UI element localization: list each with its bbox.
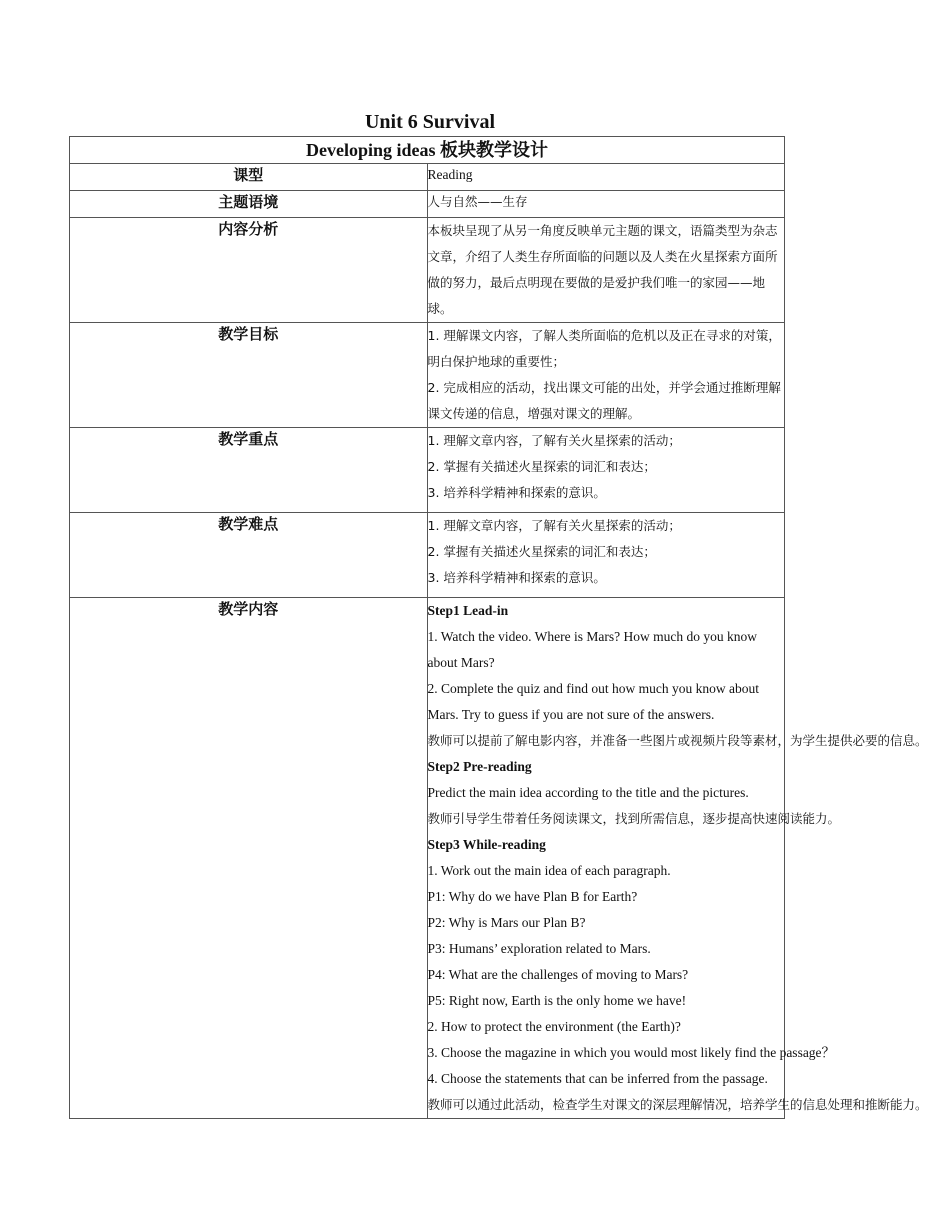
step3-line: P5: Right now, Earth is the only home we have! (427, 993, 687, 1008)
row-label-analysis: 内容分析 (70, 218, 428, 323)
step1-line: 1. Watch the video. Where is Mars? How much do you know about Mars? (427, 629, 757, 670)
step3-line: 2. How to protect the environment (the Earth)? (427, 1019, 681, 1034)
difficulty-item: 1. 理解文章内容，了解有关火星探索的活动； (427, 518, 681, 533)
step2-line: Predict the main idea according to the title and the pictures. (427, 785, 749, 800)
key-point-item: 3. 培养科学精神和探索的意识。 (427, 485, 606, 500)
theme-value: 人与自然——生存 (427, 194, 528, 209)
objective-item: 1. 理解课文内容，了解人类所面临的危机以及正在寻求的对策，明白保护地球的重要性； (427, 328, 781, 369)
step1-note: 教师可以提前了解电影内容，并准备一些图片或视频片段等素材，为学生提供必要的信息。 (427, 733, 928, 748)
difficulty-item: 2. 掌握有关描述火星探索的词汇和表达； (427, 544, 656, 559)
step3-line: 3. Choose the magazine in which you would most likely find the passage？ (427, 1045, 836, 1060)
difficulty-item: 3. 培养科学精神和探索的意识。 (427, 570, 606, 585)
table-row (70, 218, 785, 323)
step3-line: P2: Why is Mars our Plan B? (427, 915, 586, 930)
step3-heading: Step3 While-reading (427, 837, 546, 852)
step3-note: 教师可以通过此活动，检查学生对课文的深层理解情况，培养学生的信息处理和推断能力。 (427, 1097, 928, 1112)
lesson-plan-table (69, 136, 928, 1119)
table-row (70, 513, 785, 598)
key-point-item: 1. 理解文章内容，了解有关火星探索的活动； (427, 433, 681, 448)
row-label-objectives: 教学目标 (70, 323, 428, 428)
step3-line: 1. Work out the main idea of each paragraph. (427, 863, 671, 878)
row-label-difficulties: 教学难点 (70, 513, 428, 598)
type-value: Reading (427, 167, 473, 182)
table-row (70, 191, 785, 218)
step2-note: 教师引导学生带着任务阅读课文，找到所需信息，逐步提高快速阅读能力。 (427, 811, 841, 826)
step1-heading: Step1 Lead-in (427, 603, 509, 618)
step3-line: P1: Why do we have Plan B for Earth? (427, 889, 638, 904)
table-row (70, 598, 785, 1119)
row-label-type: 课型 (70, 164, 428, 191)
row-label-content: 教学内容 (70, 598, 428, 1119)
document-title: Unit 6 Survival (364, 111, 496, 133)
row-label-key-points: 教学重点 (70, 428, 428, 513)
analysis-text: 本板块呈现了从另一角度反映单元主题的课文，语篇类型为杂志文章，介绍了人类生存所面临的问题以及人类在火星探索方面所做的努力，最后点明现在要做的是爱护我们唯一的家园——地球。 (427, 223, 778, 316)
table-row (70, 323, 785, 428)
table-subtitle: Developing ideas 板块教学设计 (70, 137, 785, 164)
objective-item: 2. 完成相应的活动，找出课文可能的出处，并学会通过推断理解课文传递的信息，增强对课文的理解。 (427, 380, 781, 421)
table-row (70, 164, 785, 191)
step1-line: 2. Complete the quiz and find out how much you know about Mars. Try to guess if you are not sure of the answers. (427, 681, 759, 722)
table-row (70, 428, 785, 513)
step3-line: P4: What are the challenges of moving to Mars? (427, 967, 689, 982)
step2-heading: Step2 Pre-reading (427, 759, 532, 774)
key-point-item: 2. 掌握有关描述火星探索的词汇和表达； (427, 459, 656, 474)
step3-line: 4. Choose the statements that can be inferred from the passage. (427, 1071, 768, 1086)
step3-line: P3: Humans’ exploration related to Mars. (427, 941, 651, 956)
row-label-theme: 主题语境 (70, 191, 428, 218)
